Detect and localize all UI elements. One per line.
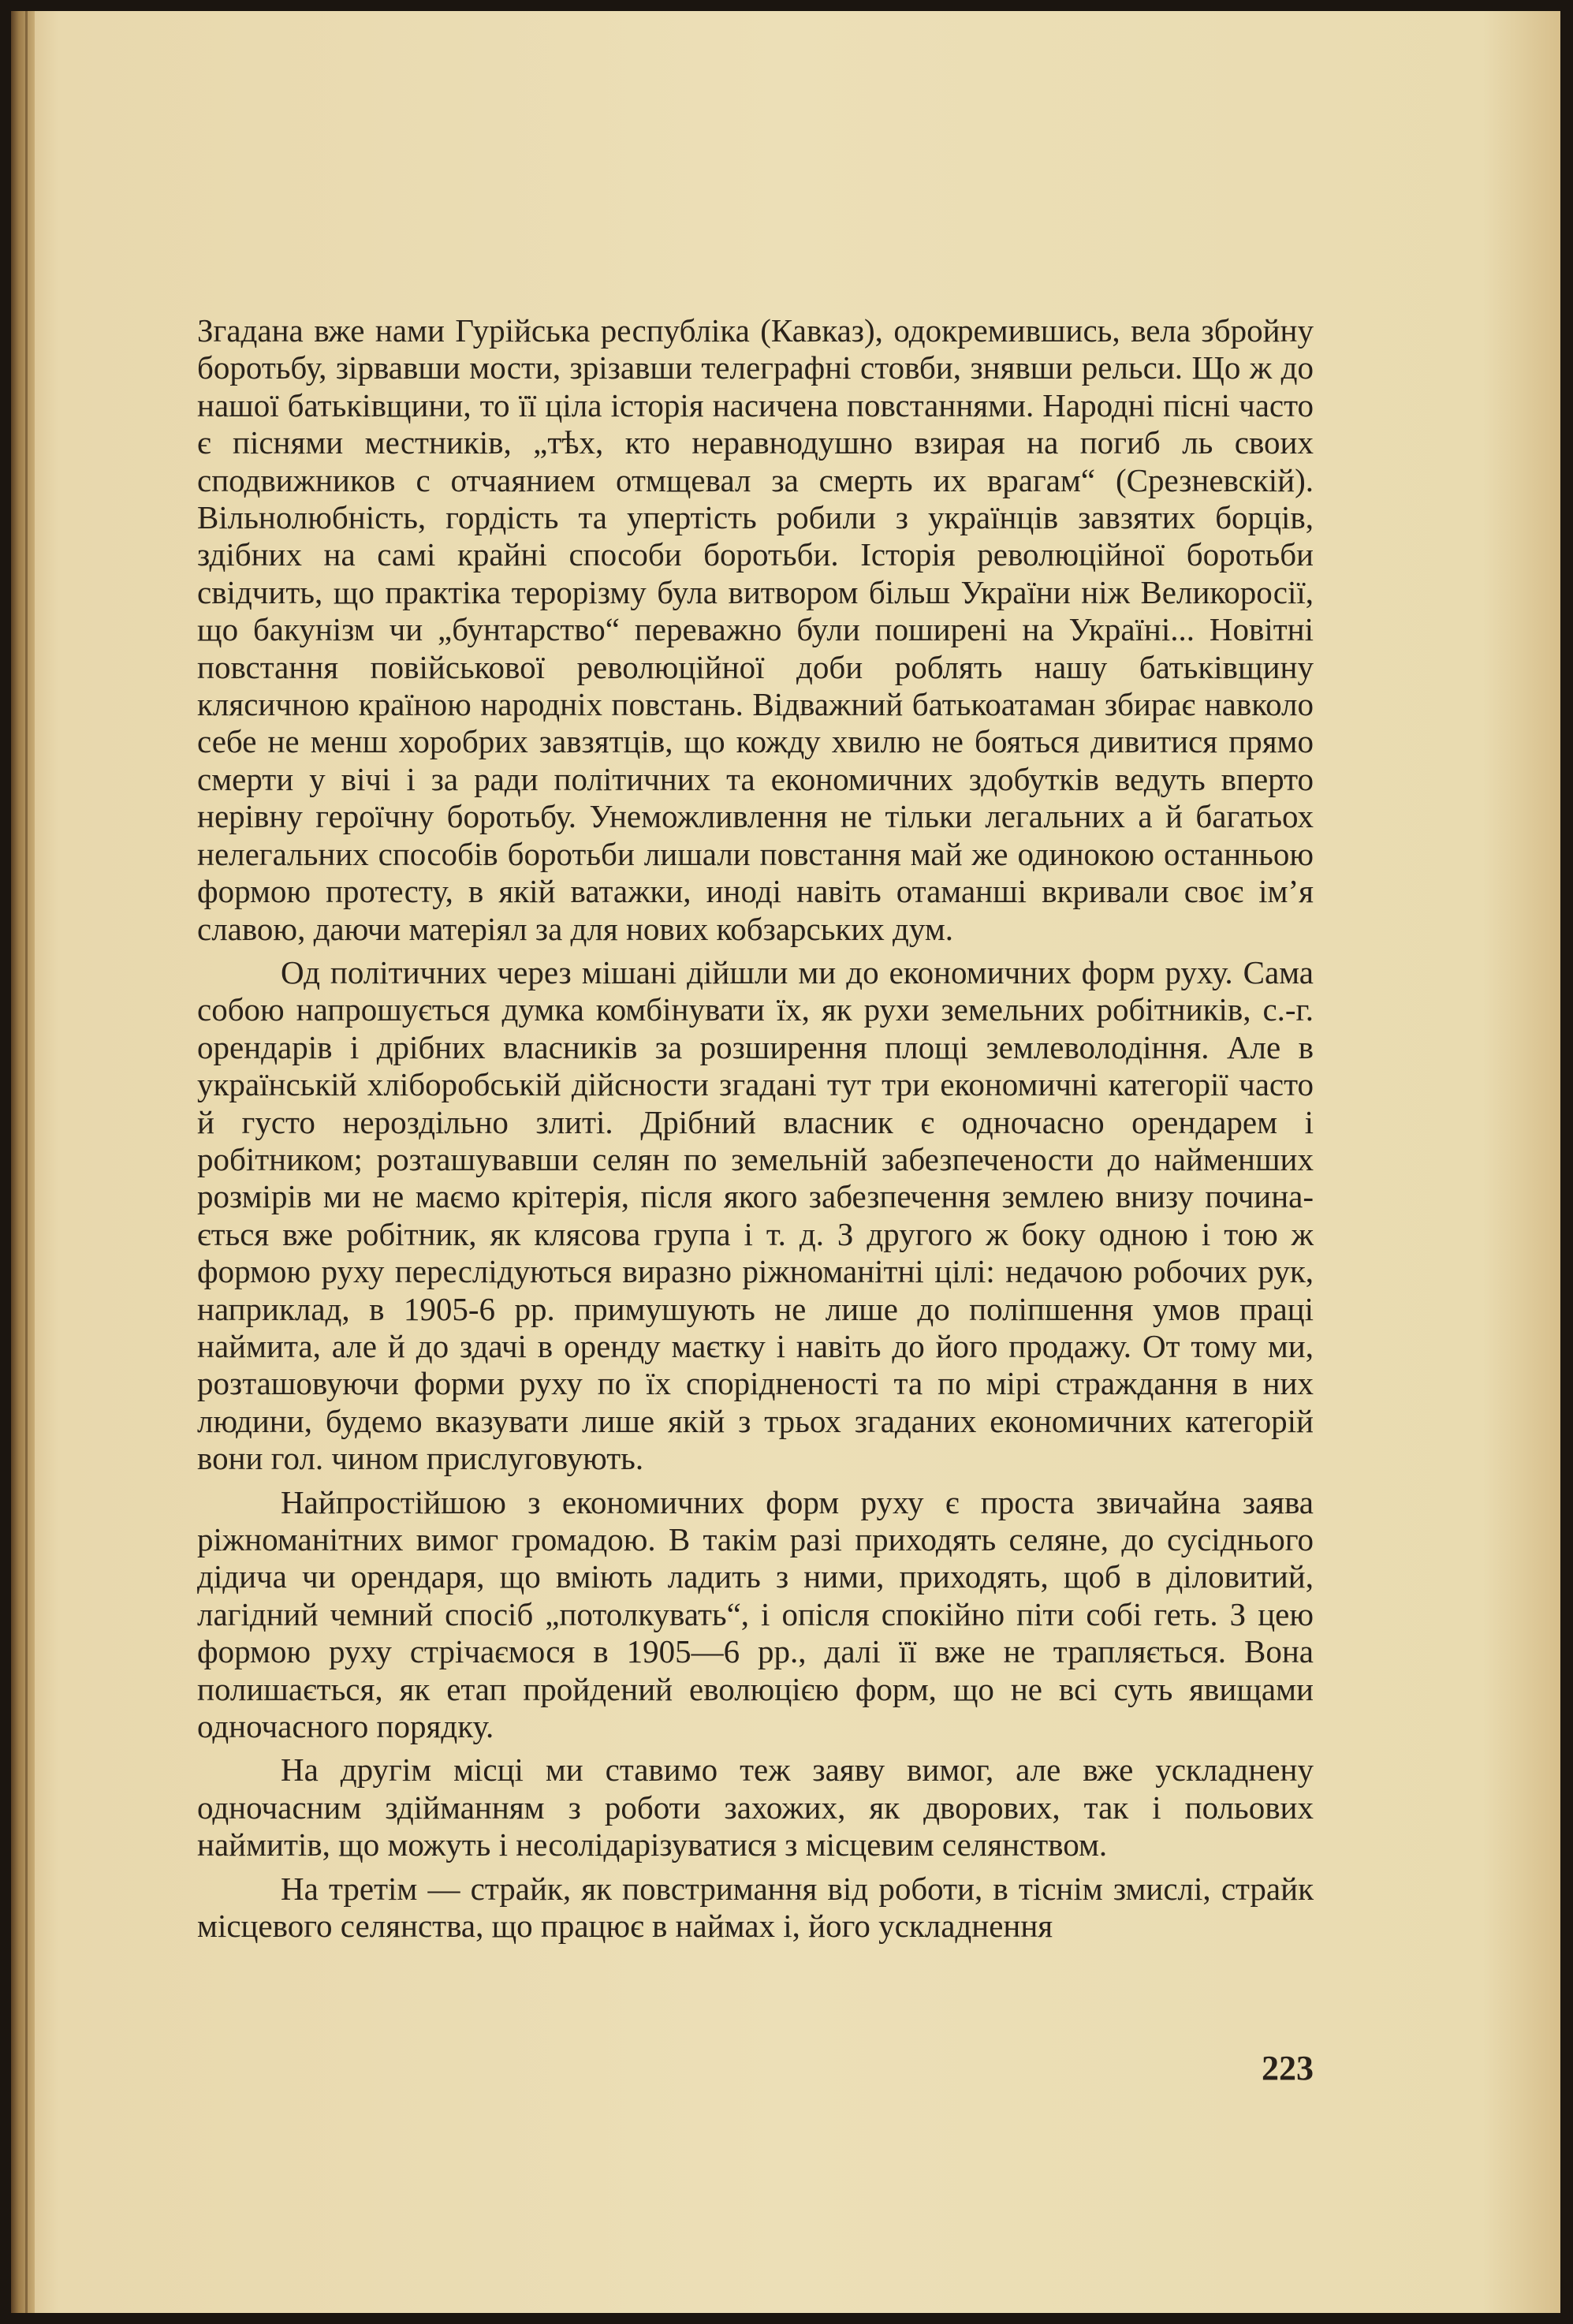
paragraph-2: Од політичних через мішані дійшли ми до економичних форм руху. Сама собою напрошується думка комбінувати їх, як рухи земельних робітників, с.-г. орендарів і дрібних власників за розширення площі землеволодіння. Але в українській хліборобській дійсности згадані тут три економичні категорії часто й густо нероздільно злиті. Дрібний власник є одночасно орендарем і робітником; розташувавши селян по земельній забезпечености до найменших розмірів ми не маємо крітерія, після якого забезпечення землею внизу починається вже робітник, як клясова група і т. д. З другого ж боку одною і тою ж формою руху переслідуються виразно ріжноманітні цілі: недачою робочих рук, наприклад, в 1905-6 рр. примушують не лише до поліпшення умов праці наймита, але й до здачі в оренду маєтку і навіть до його продажу. От тому ми, розташовуючи форми руху по їх спорідненості та по мірі страждання в них людини, будемо вказувати лише якій з трьох згаданих економичних категорій вони гол. чином прислуговують. — [197, 953, 1314, 1477]
paragraph-4: На другім місці ми ставимо теж заяву вимог, але вже ускладнену одночасним здійманням з роботи захожих, як дворових, так і польових наймитів, що можуть і несолідарізуватися з місцевим селянством. — [197, 1751, 1314, 1863]
paragraph-1: Згадана вже нами Гурійська республіка (Кавказ), одокремившись, вела збройну боротьбу, зірвавши мости, зрізавши телеграфні стовби, знявши рельси. Що ж до нашої батьківщини, то її ціла історія насичена повстаннями. Народні пісні часто є піснями местників, „тѣх, кто неравнодушно взирая на погиб ль своих сподвижников с отчаянием отмщевал за смерть их врагам“ (Срезневскій). Вільнолюбність, гордість та упертість робили з українців завзятих борців, здібних на самі крайні способи боротьби. Історія революційної боротьби свідчить, що практіка терорізму була витвором більш України ніж Великоросії, що бакунізм чи „бунтарство“ переважно були поширені на Україні... Новітні повстання повійськової революційної доби роблять нашу батьківщину клясичною країною народніх повстань. Відважний батькоатаман збирає навколо себе не менш хоробрих завзятців, що кожду хвилю не бояться дивитися прямо смерти у вічі і за ради політичних та економичних здобутків ведуть вперто нерівну героїчну боротьбу. Унеможливлення не тільки легальних а й багатьох нелегальних способів боротьби лишали повстання май же одинокою останньою формою протесту, в якій ватажки, иноді навіть отаманші вкривали своє ім’я славою, даючи матеріял за для нових кобзарських дум. — [197, 312, 1314, 947]
paragraph-3: Найпростійшою з економичних форм руху є проста звичайна заява ріжноманітних вимог громадою. В такім разі приходять селяне, до сусіднього дідича чи орендаря, що вміють ладить з ними, приходять, щоб в діловитий, лагідний чемний спосіб „потолкувать“, і опісля спокійно піти собі геть. З цею формою руху стрічаємося в 1905—6 рр., далі її вже не трапляється. Вона полишається, як етап пройдений еволюцією форм, що не всі суть явищами одночасного порядку. — [197, 1483, 1314, 1745]
paragraph-5: На третім — страйк, як повстримання від роботи, в тіснім змислі, страйк місцевого селянства, що працює в наймах і, його ускладнення — [197, 1870, 1314, 1945]
body-text — [197, 312, 1314, 1945]
page-gutter — [11, 11, 35, 2313]
page-number: 223 — [1262, 2049, 1314, 2087]
gutter-line — [25, 11, 28, 2313]
book-page — [11, 11, 1560, 2313]
